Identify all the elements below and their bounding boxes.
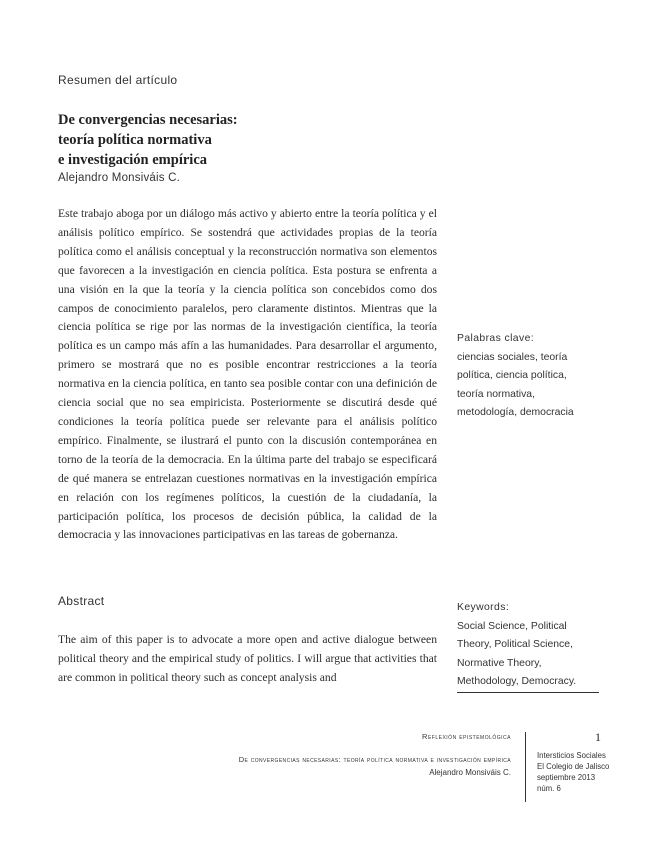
footer-article-title: De convergencias necesarias: teoría política normativa e investigación empírica xyxy=(238,755,511,764)
keywords-divider xyxy=(457,692,599,693)
keywords-spanish-line: metodología, democracia xyxy=(457,407,574,418)
journal-date: septiembre 2013 xyxy=(537,773,596,782)
keywords-english-label: Keywords: xyxy=(457,602,510,613)
keywords-english-line: Normative Theory, xyxy=(457,657,542,669)
article-title-line-2: teoría política normativa xyxy=(58,132,212,148)
keywords-english-line: Theory, Political Science, xyxy=(457,639,573,650)
abstract-spanish: Este trabajo aboga por un diálogo más activo y abierto entre la teoría política y el análisis político empírico. Se sostendrá que actividades propias de la teoría política como el análisis conceptual y la reconstrucción normativa son elementos que favorecen a la investigación en ciencia política. Esta postura se enfrenta a una visión en la que la teoría y la ciencia política son concebidos como dos campos de conocimiento paralelos, pero claramente distintos. Mientras que la ciencia política se rige por las normas de la investigación científica, la teoría política es un campo más afín a las humanidades. Para desarrollar el argumento, primero se mostrará que no es posible encontrar restricciones a la teoría normativa en la ciencia política, en tanto sea posible contar con una definición de ciencia social que no sea empiricista. Posteriormente se discutirá desde qué condiciones la teoría política puede ser relevante para el análisis político empírico. Finalmente, se ilustrará el punto con la discusión contemporánea en torno de la teoría de la democracia. En la última parte del trabajo se especificará de qué manera se entrelazan cuestiones normativas en la investigación empírica en relación con los regímenes políticos, la cuestión de la ciudadanía, la participación política, los procesos de decisión pública, la calidad de la democracia y las innovaciones participativas en las tareas de gobernanza. xyxy=(58,207,437,542)
abstract-english-heading: Abstract xyxy=(58,594,105,608)
keywords-spanish-line: teoría normativa, xyxy=(457,388,535,400)
article-header xyxy=(58,110,418,184)
page-number: 1 xyxy=(595,730,601,744)
keywords-english-line: Social Science, Political xyxy=(457,620,567,632)
journal-info xyxy=(537,750,609,794)
keywords-english-line: Methodology, Democracy. xyxy=(457,676,577,687)
article-title-line-1: De convergencias necesarias: xyxy=(58,112,238,128)
footer-divider xyxy=(525,732,526,802)
abstract-english: The aim of this paper is to advocate a more open and active dialogue between political theory and the empirical study of politics. I will argue that activities that are common in political theory such as concept analysis and xyxy=(58,633,437,684)
footer-author: Alejandro Monsiváis C. xyxy=(429,768,511,777)
journal-publisher: El Colegio de Jalisco xyxy=(537,762,610,771)
keywords-spanish-line: política, ciencia política, xyxy=(457,370,567,381)
section-label: Resumen del artículo xyxy=(58,73,178,87)
article-author: Alejandro Monsiváis C. xyxy=(58,172,181,184)
article-title-line-3: e investigación empírica xyxy=(58,152,208,168)
journal-name: Intersticios Sociales xyxy=(537,751,606,760)
journal-issue: núm. 6 xyxy=(537,784,561,793)
keywords-spanish xyxy=(457,330,602,423)
keywords-spanish-line: ciencias sociales, teoría xyxy=(457,351,568,363)
keywords-spanish-label: Palabras clave: xyxy=(457,333,535,344)
footer-section-name: Reflexión epistemológica xyxy=(422,732,511,741)
keywords-english xyxy=(457,599,602,692)
